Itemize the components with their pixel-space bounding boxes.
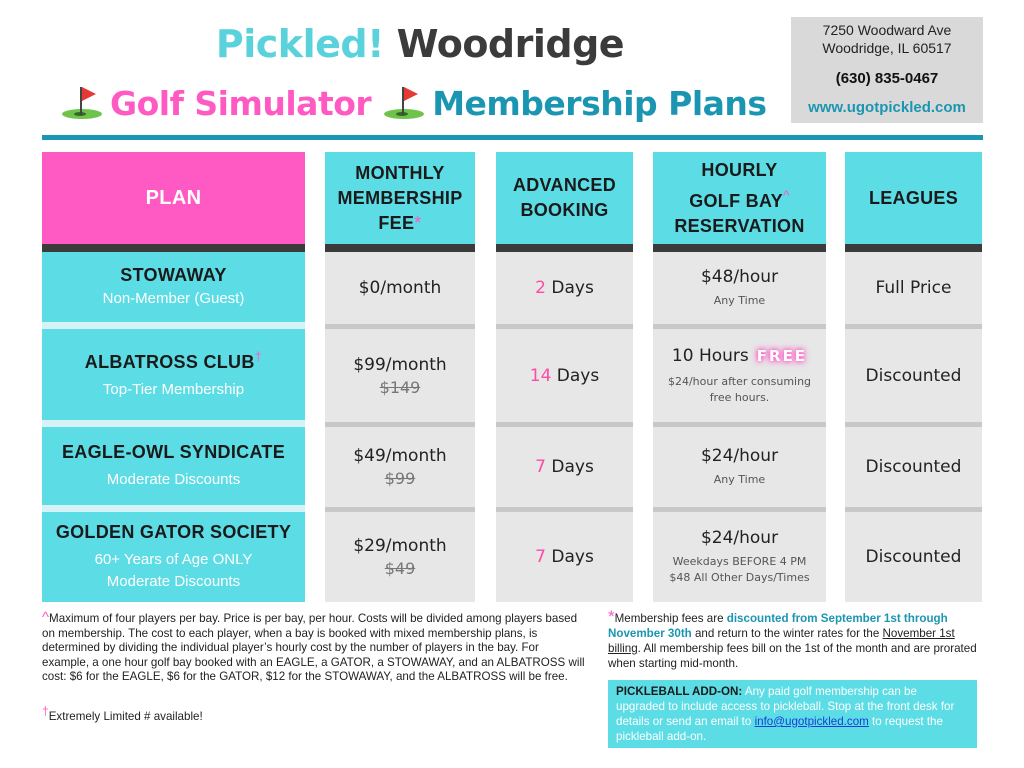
leagues-value: Full Price xyxy=(875,278,952,298)
pickleball-text-b: to request the pickleball add-on. xyxy=(616,715,943,743)
hourly-note xyxy=(668,374,811,406)
plan-name: GOLDEN GATOR SOCIETY xyxy=(55,521,292,542)
address-city: Woodridge, IL 60517 xyxy=(822,40,952,56)
footnote-caret-text: Maximum of four players per bay. Price is per bay, per hour. Costs will be divided among players based on membership. The cost to each player, when a bay is booked with mixed membership plans, is determined by dividing the individual player’s hourly cost by the number of players in the bay. For example, a one hour golf bay booked with an EAGLE, a GATOR, a STOWAWAY, and an ALBATROSS will cost: $6 for the EAGLE, $6 for the GATOR, $12 for the STOWAWAY, and the ALBATROSS will be free. xyxy=(42,612,585,683)
booking-days-number: 7 xyxy=(535,547,546,567)
hourly-note xyxy=(669,554,809,586)
header-hourly-word: GOLF BAY xyxy=(689,190,783,211)
hourly-cell xyxy=(653,252,826,329)
subtitle-golf-simulator: Golf Simulator xyxy=(110,84,372,123)
fee-value: $0/month xyxy=(358,278,442,298)
page-subtitle xyxy=(60,84,780,123)
pickleball-email-link[interactable]: info@ugotpickled.com xyxy=(754,715,869,728)
hourly-note-line2: free hours. xyxy=(709,390,770,404)
plan-row-eagle-owl xyxy=(42,427,305,512)
subtitle-membership-plans: Membership Plans xyxy=(432,84,767,123)
plan-row-golden-gator xyxy=(42,512,305,602)
header-hourly-line3: RESERVATION xyxy=(674,215,805,236)
caret-mark: ^ xyxy=(782,186,790,203)
leagues-cell xyxy=(845,252,982,329)
header-advanced-booking xyxy=(496,152,633,252)
fee-cell xyxy=(325,512,475,602)
hourly-rate: $24/hour xyxy=(700,528,779,548)
booking-cell xyxy=(496,252,633,329)
website-link[interactable]: www.ugotpickled.com xyxy=(808,99,966,116)
golf-flag-icon xyxy=(382,85,428,119)
footnote-star-highlight: discounted from September 1st through November 30th xyxy=(608,612,948,640)
header-monthly-fee xyxy=(325,152,475,252)
hourly-cell xyxy=(653,427,826,512)
fee-cell xyxy=(325,329,475,427)
booking-value xyxy=(535,457,594,477)
header-hourly-line2 xyxy=(689,183,790,214)
footnote-star-a: Membership fees are xyxy=(614,612,727,625)
dagger-mark: † xyxy=(42,704,49,718)
header-booking-line1: ADVANCED xyxy=(512,175,617,195)
booking-value xyxy=(535,278,594,298)
booking-cell xyxy=(496,512,633,602)
fee-value: $29/month xyxy=(353,536,447,556)
leagues-cell xyxy=(845,512,982,602)
plan-name: EAGLE-OWL SYNDICATE xyxy=(61,441,286,462)
footnote-dagger-text: Extremely Limited # available! xyxy=(48,709,203,723)
fee-value: $99/month xyxy=(353,354,447,375)
fee-old-value: $49 xyxy=(384,559,416,578)
page-title xyxy=(170,22,670,66)
plan-subtitle: Top-Tier Membership xyxy=(102,380,245,398)
header-booking-line2: BOOKING xyxy=(520,200,609,220)
booking-value xyxy=(530,366,599,386)
header-leagues-label: LEAGUES xyxy=(868,187,959,208)
plan-subtitle: Non-Member (Guest) xyxy=(102,289,245,307)
booking-days-unit: Days xyxy=(545,457,594,477)
booking-days-unit: Days xyxy=(545,547,594,567)
plan-row-albatross xyxy=(42,329,305,427)
fee-old-value: $149 xyxy=(379,377,421,397)
brand-pickled: Pickled! xyxy=(215,22,384,66)
header-fee-word: FEE xyxy=(378,212,415,233)
leagues-value: Discounted xyxy=(865,365,962,386)
hourly-note: Any Time xyxy=(713,473,766,486)
footnote-caret xyxy=(42,611,587,685)
header-hourly-reservation xyxy=(653,152,826,252)
plan-subtitle-line2: Moderate Discounts xyxy=(106,572,241,590)
header-fee-line3 xyxy=(378,211,421,236)
fee-cell xyxy=(325,427,475,512)
booking-value xyxy=(535,547,594,567)
footnote-asterisk xyxy=(608,609,980,671)
header-fee-line1: MONTHLY xyxy=(355,162,445,183)
booking-days-unit: Days xyxy=(545,278,594,298)
booking-days-number: 2 xyxy=(535,278,546,298)
phone-number: (630) 835-0467 xyxy=(835,70,939,87)
footnote-star-underline: November 1st billing xyxy=(608,627,955,655)
booking-cell xyxy=(496,329,633,427)
asterisk-mark: * xyxy=(414,212,422,233)
header-leagues xyxy=(845,152,982,252)
plan-name-text: ALBATROSS CLUB xyxy=(84,351,255,372)
leagues-cell xyxy=(845,427,982,512)
leagues-cell xyxy=(845,329,982,427)
hourly-note-line2: $48 All Other Days/Times xyxy=(669,571,810,584)
free-badge: FREE xyxy=(756,346,808,365)
header-hourly-line1: HOURLY xyxy=(701,159,778,180)
hourly-cell xyxy=(653,512,826,602)
plan-subtitle: Moderate Discounts xyxy=(106,470,241,488)
hourly-rate: $48/hour xyxy=(700,267,779,287)
header-plan xyxy=(42,152,305,252)
hourly-cell xyxy=(653,329,826,427)
dagger-mark: † xyxy=(254,348,263,364)
pickleball-title: PICKLEBALL ADD-ON: xyxy=(616,685,743,698)
plan-name: STOWAWAY xyxy=(120,264,227,285)
fee-old-value: $99 xyxy=(384,469,416,488)
plan-subtitle-line1: 60+ Years of Age ONLY xyxy=(94,550,253,568)
booking-days-unit: Days xyxy=(551,365,600,386)
header-plan-label: PLAN xyxy=(145,186,202,209)
booking-days-number: 14 xyxy=(529,365,552,386)
fee-cell xyxy=(325,252,475,329)
plan-subtitle xyxy=(95,549,253,593)
golf-flag-icon xyxy=(60,85,106,119)
leagues-value: Discounted xyxy=(865,457,962,477)
asterisk-mark: * xyxy=(608,607,615,626)
pickleball-text-a: Any paid golf membership can be upgraded to include access to pickleball. Stop at the front desk for details or send an email to xyxy=(616,685,955,728)
brand-woodridge: Woodridge xyxy=(396,22,625,66)
hourly-hours: 10 Hours xyxy=(671,345,749,366)
footnote-star-c: . All membership fees bill on the 1st of the month and are prorated when starting mid-month. xyxy=(608,642,977,670)
hourly-note-line1: Weekdays BEFORE 4 PM xyxy=(672,555,807,568)
address-street: 7250 Woodward Ave xyxy=(822,22,952,38)
leagues-value: Discounted xyxy=(865,547,962,567)
booking-cell xyxy=(496,427,633,512)
booking-days-number: 7 xyxy=(535,457,546,477)
header-fee-line2: MEMBERSHIP xyxy=(337,187,463,208)
footnote-star-b: and return to the winter rates for the xyxy=(691,627,883,640)
plan-name xyxy=(85,349,262,373)
footnote-dagger xyxy=(42,704,203,723)
hourly-rate: $24/hour xyxy=(700,446,779,466)
contact-box xyxy=(791,17,983,123)
hourly-note-line1: $24/hour after consuming xyxy=(667,374,812,388)
hourly-rate xyxy=(672,346,807,366)
pickleball-addon-box xyxy=(608,680,977,748)
hourly-note: Any Time xyxy=(713,294,766,307)
plan-row-stowaway xyxy=(42,252,305,329)
divider xyxy=(42,135,983,140)
caret-mark: ^ xyxy=(42,609,50,626)
fee-value: $49/month xyxy=(353,446,447,466)
